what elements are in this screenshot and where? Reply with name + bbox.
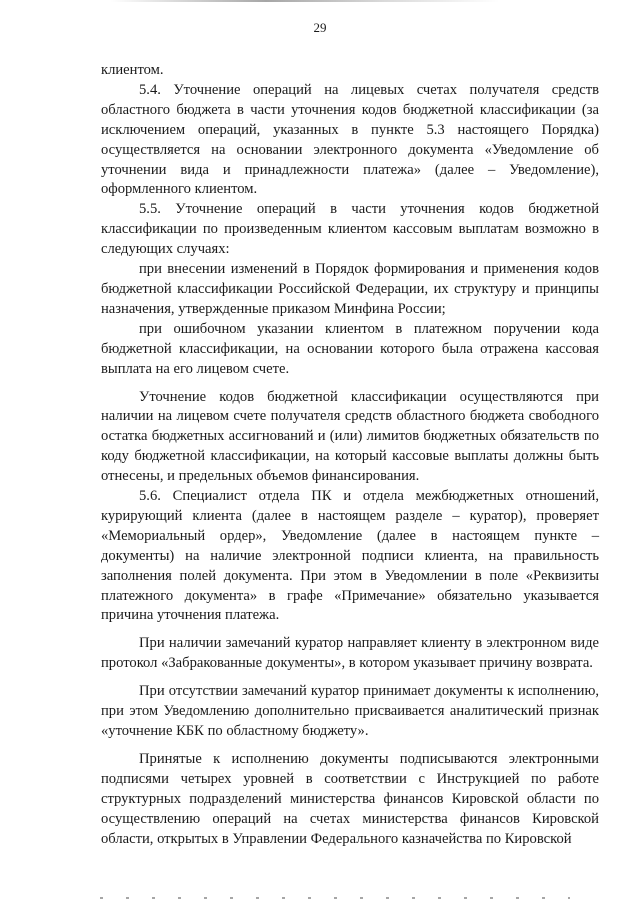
- scan-top-edge: [110, 0, 500, 2]
- scan-bottom-edge: [100, 897, 570, 899]
- document-body: [101, 61, 599, 849]
- paragraph-conditions: Уточнение кодов бюджетной классификации осуществляются при наличии на лицевом счете получателя средств областного бюджета свободного остатка бюджетных ассигнований и (или) лимитов бюджетных обязательств по коду бюджетной классификации, на который кассовые выплаты должны быть отнесены, и предельных объемов финансирования.: [101, 388, 599, 485]
- paragraph-case-2: при ошибочном указании клиентом в платежном поручении кода бюджетной классификации, на основании которого была отражена кассовая выплата на его лицевом счете.: [101, 320, 599, 377]
- paragraph-5-5: 5.5. Уточнение операций в части уточнения кодов бюджетной классификации по произведенным клиентом кассовым выплатам возможно в следующих случаях:: [101, 201, 599, 258]
- paragraph-5-6: 5.6. Специалист отдела ПК и отдела межбюджетных отношений, курирующий клиента (далее в настоящем разделе – куратор), проверяет «Мемориальный ордер», Уведомление (далее в настоящем пункте – документы) на наличие электронной подписи клиента, на правильность заполнения полей документа. При этом в Уведомлении в поле «Реквизиты платежного документа» в графе «Примечание» обязательно указывается причина уточнения платежа.: [101, 488, 599, 624]
- paragraph-5-4: 5.4. Уточнение операций на лицевых счетах получателя средств областного бюджета в части уточнения кодов бюджетной классификации (за исключением операций, указанных в пункте 5.3 настоящего Порядка) осуществляется на основании электронного документа «Уведомление об уточнении вида и принадлежности платежа» (далее – Уведомление), оформленного клиентом.: [101, 81, 599, 198]
- paragraph-remarks: При наличии замечаний куратор направляет клиенту в электронном виде протокол «Забракованные документы», в котором указывает причину возврата.: [101, 635, 599, 672]
- paragraph-no-remarks: При отсутствии замечаний куратор принимает документы к исполнению, при этом Уведомлению дополнительно присваивается аналитический признак «уточнение КБК по областному бюджету».: [101, 683, 599, 739]
- paragraph-signatures: Принятые к исполнению документы подписываются электронными подписями четырех уровней в соответствии с Инструкцией по работе структурных подразделений министерства финансов Кировской области по осуществлению операций на счетах министерства финансов Кировской области, открытых в Управлении Федерального казначейства по Кировской: [101, 750, 599, 847]
- paragraph-continuation: клиентом.: [101, 62, 164, 78]
- paragraph-case-1: при внесении изменений в Порядок формирования и применения кодов бюджетной классификации Российской Федерации, их структуру и принципы назначения, утвержденные приказом Минфина России;: [101, 261, 599, 317]
- page-number: 29: [313, 20, 327, 35]
